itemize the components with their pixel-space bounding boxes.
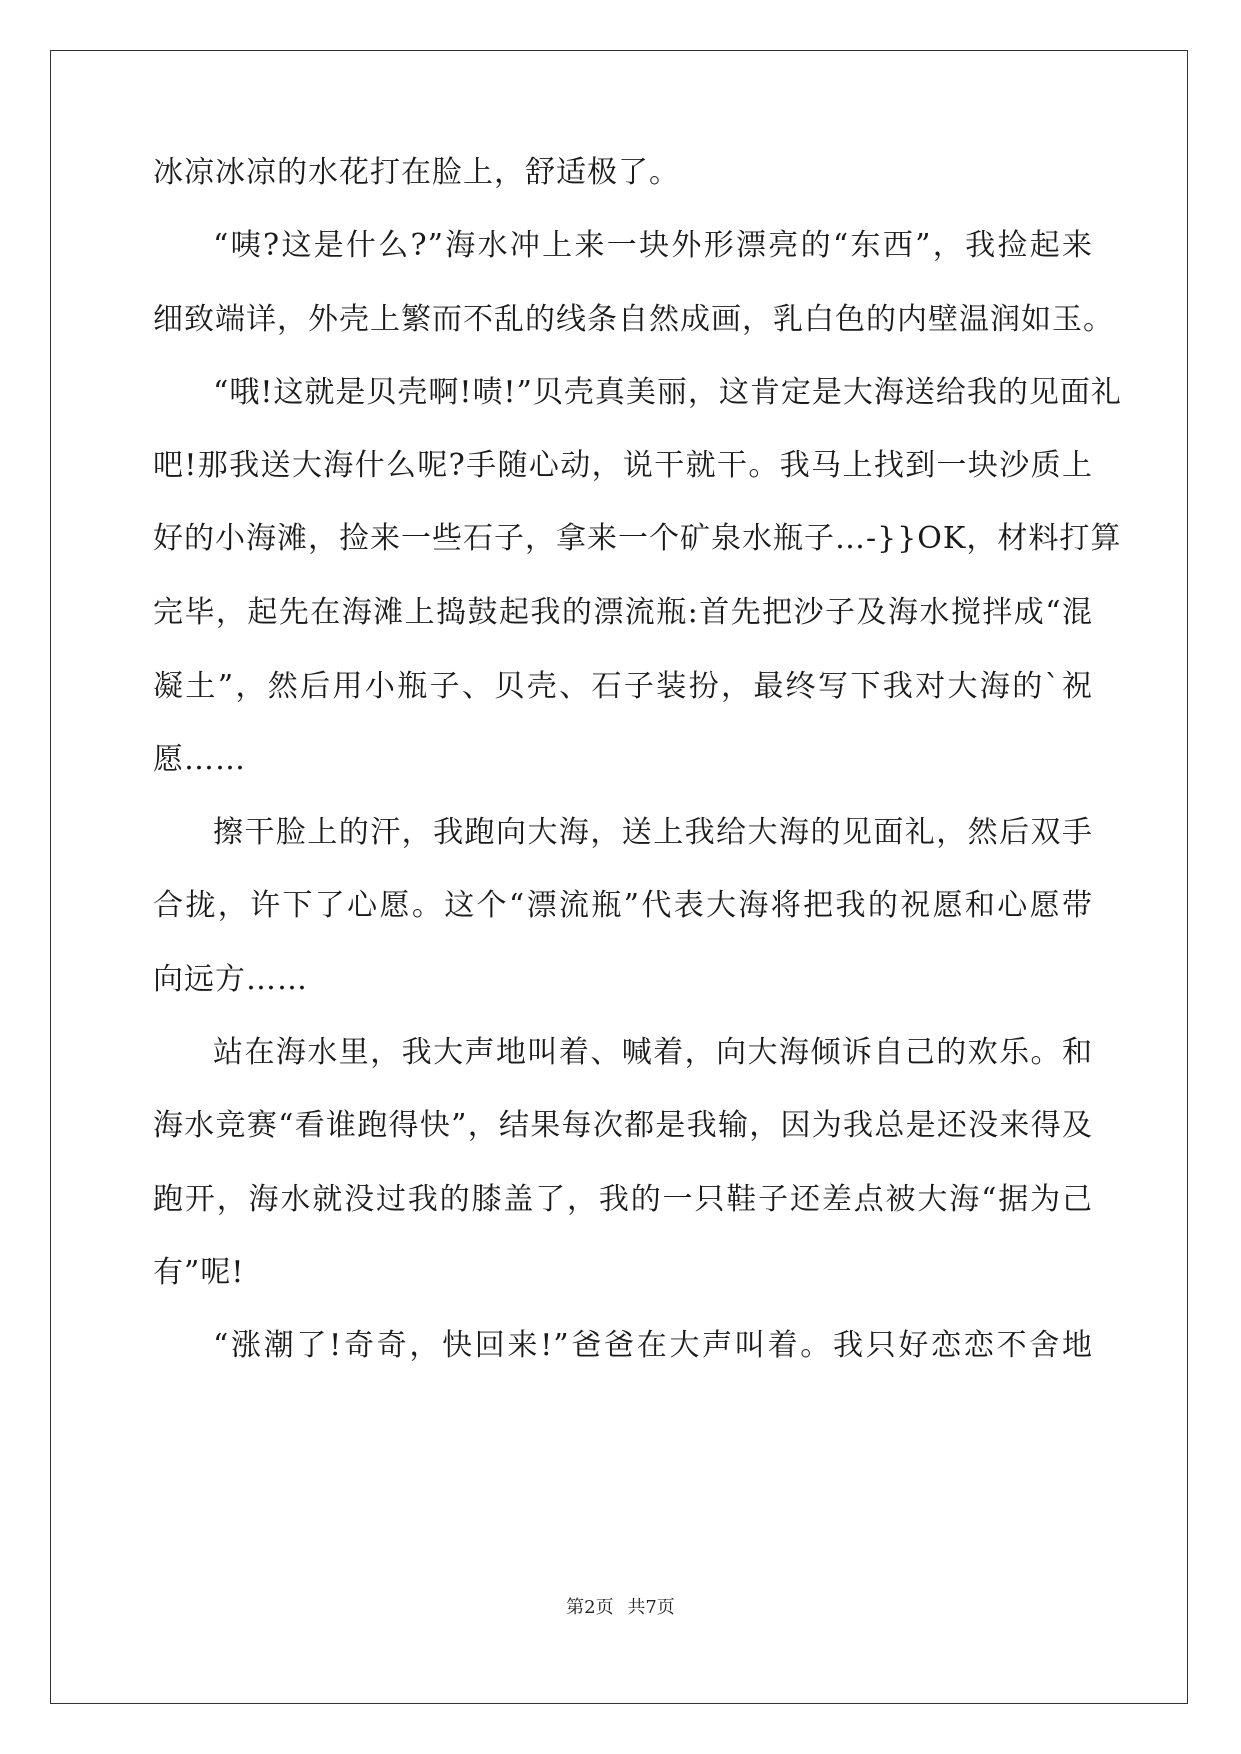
text-line: 海水竞赛“看谁跑得快”，结果每次都是我输，因为我总是还没来得及 bbox=[153, 1108, 1093, 1143]
text-line: 愿…… bbox=[153, 742, 246, 777]
text-line: 好的小海滩，捡来一些石子，拿来一个矿泉水瓶子…-}}OK，材料打算 bbox=[153, 521, 1122, 556]
text-line: 向远方…… bbox=[153, 962, 308, 997]
text-line: 凝土”，然后用小瓶子、贝壳、石子装扮，最终写下我对大海的`祝 bbox=[153, 669, 1093, 704]
text-line: 冰凉冰凉的水花打在脸上，舒适极了。 bbox=[153, 155, 680, 190]
page-number: 第2页 bbox=[566, 1597, 614, 1618]
text-line: 完毕，起先在海滩上捣鼓起我的漂流瓶:首先把沙子及海水搅拌成“混 bbox=[153, 595, 1093, 630]
text-line: 有”呢! bbox=[153, 1255, 245, 1290]
text-line: 跑开，海水就没过我的膝盖了，我的一只鞋子还差点被大海“据为己 bbox=[153, 1182, 1093, 1217]
text-line: “哦!这就是贝壳啊!啧!”贝壳真美丽，这肯定是大海送给我的见面礼 bbox=[213, 375, 1122, 410]
text-line: 细致端详，外壳上繁而不乱的线条自然成画，乳白色的内壁温润如玉。 bbox=[153, 302, 1114, 337]
page-border bbox=[50, 50, 1188, 1704]
text-line: 擦干脸上的汗，我跑向大海，送上我给大海的见面礼，然后双手 bbox=[213, 815, 1093, 850]
page-total: 共7页 bbox=[627, 1597, 675, 1618]
text-line: 吧!那我送大海什么呢?手随心动，说干就干。我马上找到一块沙质上 bbox=[153, 448, 1093, 483]
text-line: “涨潮了!奇奇，快回来!”爸爸在大声叫着。我只好恋恋不舍地 bbox=[213, 1328, 1093, 1363]
page-footer bbox=[0, 1596, 1241, 1620]
text-line: 站在海水里，我大声地叫着、喊着，向大海倾诉自己的欢乐。和 bbox=[213, 1035, 1093, 1070]
text-line: 合拢，许下了心愿。这个“漂流瓶”代表大海将把我的祝愿和心愿带 bbox=[153, 888, 1093, 923]
text-line: “咦?这是什么?”海水冲上来一块外形漂亮的“东西”，我捡起来 bbox=[213, 228, 1093, 263]
